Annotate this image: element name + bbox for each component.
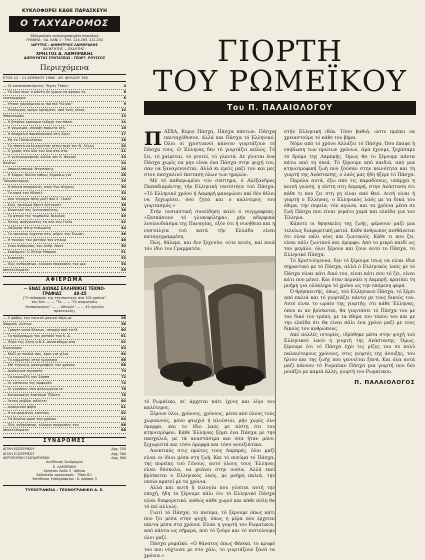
article-column-left (144, 128, 275, 560)
toc-entry-page: 58 (121, 322, 126, 327)
toc-entry-page: 30 (121, 184, 126, 189)
toc-entry-title: — Οί κατασκοπεύοντες "Άγιες Τόπες" (3, 84, 70, 89)
toc-entry-page: 14 (121, 119, 126, 124)
contents-title: Περιεχόμενα (39, 63, 90, 73)
toc-entry-page: 78 (121, 393, 126, 397)
toc-entry-title: — Τά ίδια ίσως ο Δάντη δε ήμουν να αφήσω το (3, 90, 86, 95)
subscription-info: Χρήστου Λαδά 3 · Αθήναι (43, 468, 86, 473)
article-paragraph: Γιατί τό Πάσχα, τό πνεύμα, τό ξέρουμε όπως κάτι που ζει μέσα στην ψυχή, όπως η μέρα που έρχεται πάντα μέσα στα χρόνια. Είναι η γιορτή του Ρωμαίικου, από πάντα ως σήμερα, πού τό ζούμε και τό πιστεύουμε όλοι μαζί. (144, 510, 275, 541)
subscription-info: Ε. ΛΑΜΠΡΑΚΗ (53, 464, 76, 469)
toc-entry-title: — Η πασχαλιά παραδοσιακή στη Σύμη (3, 131, 70, 136)
toc-entry-title: — Τα δεμένα μοκό του χρόνου (3, 416, 57, 421)
toc-entry-page: 74 (121, 381, 126, 386)
toc-entry-page: 76 (121, 387, 126, 392)
toc-entry-title: — Το τρικάτοι έρχεται στις μέρες του Ένωση (3, 232, 84, 237)
toc-entry-page: 8 (123, 96, 126, 101)
subscriptions-title: ΣΥΝΔΡΟΜΕΣ (3, 437, 126, 446)
toc-entry-page: 88 (121, 428, 126, 433)
toc-entry-title: — Ο φόβος του ταινιού μαγικό τόμο με (3, 316, 72, 321)
toc-entry-title: — Το καρέ του Μίκαελ (3, 190, 43, 195)
toc-entry-title: — Αποκαλυπτικά: Ντριτάκης (3, 167, 54, 172)
article-paragraph: ΠΑΣΧΑ, Κυριε Πάσχα, Πάσχα πάντων. Πάσχα πανταχόθυσον, άλλά και Πάσχα τό Ελληνικό. Όλοι οί χριστιανοί κάνουν γιορτάζουν τό Πάσχα τους. Ο Έλληνας δεν τό γιορτάζει απλώς. Τό ζει, τό χαίρεται, τό γευτεί, τό γλεντά. Δε γίνεται ένα Πάσχα χωρίς να μην είναι ένα Πάσχα στην ψυχή του, σαν να ξαναγεννιέται. Αλλά κι εμείς μαζί του και μες στον πασχαλινό έκσταση όλων των ημερών. (144, 128, 275, 179)
article-paragraph: Αλλά και αυτή ή ευλογία που γίνεται αυτή την εποχή, ήδη το ξέρουμε πάλι ότι τό Ελληνικό Πάσχα είναι διαφορετικό, καθώς κάθε χωριό και κάθε πόλη θα τό πεί αλλιώς. (144, 486, 275, 510)
subscription-row: ΑΕΡΟΠΟΡΙΚΗ ΤΑΧΥΔΡΟΜΙΚΗ Δρχ. 900 (3, 455, 126, 460)
toc-entry-page: 26 (121, 167, 126, 172)
toc-entry-page: 9 (123, 102, 126, 107)
masthead-line: ΙΔΡΥΤΗΣ : ΔΗΜΗΤΡΙΟΣ ΛΑΜΠΡΑΚΗΣ (31, 42, 98, 47)
toc-entry-title: — Το πρόγραμμα του ρατσού του Κ. Δ. (3, 333, 71, 338)
toc-entry-page: 40 (121, 214, 126, 219)
article-paragraph: Κάποτε οι θρησκείες της ζωής, φέρνουν μαζί μια τελείως διαφορετική ματιά. Κάθε άνθρωπος αισθάνεται ότι είναι πάλι νέος και ζωντανός. Κάθε τι που ζει, είναι πάλι ζωντανό και όμορφο. Από το μικρό παιδί ως τον μεγάλο, όλοι ξέρουν και ζουν αυτό το Πάσχα, τό Ελληνικό Πάσχα. (284, 222, 415, 259)
article-paragraph: τό Ρωμαίικο, κι' άρχεται κάτι ίχνος και λίγο του καλύτερος. (144, 400, 275, 412)
toc-entry-title: — Στον άνθρωπος του Ανθρ. Νοοτ (3, 243, 64, 248)
toc-entry-page: 44 (121, 226, 126, 231)
subscription-info: Υπεύθυνος τυπογραφείου : Κ. Δρόσος 3 (32, 477, 97, 482)
toc-entry-page: 24 (121, 161, 126, 166)
toc-entry-title: εκατομμύρια (3, 96, 26, 101)
toc-entry-page: 60 (121, 328, 126, 333)
toc-entry-page: 13 (121, 113, 126, 118)
masthead-line: Εβδομαδιαίο εικονογραφημένο περιοδικό (30, 34, 99, 38)
toc-entry-title: — Οι γυναίκες στο αλλοιωμένο εκ (3, 387, 63, 392)
toc-entry-title: — Ο χορός στα δύο του δυο στα στα (3, 149, 68, 154)
toc-entry-page: 66 (121, 357, 126, 362)
toc-entry-page: 4 (123, 84, 126, 89)
toc-entry-title: — Το κόμματος στην ημερήσια (3, 357, 58, 362)
article-paragraph: Στήν ουσιαστική συνείδηση καλύ ό συγγραφέας: «Ξεσπάσουν τό γλυκοφίλημα», μήν αδερφικά λουλουδιάσμα της Παναγίας, εξόν ότι ή συνήθεια και η νοσταλγία τού κατά τήν Ελλάδα είναι καταγεγραμμένη. (144, 210, 275, 240)
toc-entry-title: — Ο γελοιογραφικός κώδικ του Κ. Φεριού (3, 155, 77, 160)
toc-entry-title: — Αισθητικά περίοπτα (3, 369, 43, 374)
article-title-line-2: ΤΟΥ ΡΩΜΕΪΚΟΥ (153, 64, 407, 98)
toc-entry-page: 10 (121, 108, 126, 113)
toc-entry-title: — Επί τεχνικής μονογραφίας του χρόνου (3, 363, 75, 368)
bell-illustration (144, 256, 275, 396)
masthead (3, 34, 126, 60)
toc-entry-page: 48 (121, 238, 126, 242)
article-paragraph: Μέ τό καθιερωμένο του σύστημα, ό Αλέξανδρος Παπαδιαμάντης τήν Ελληνική ταυτότητα τού Πάσχα: «Τό Ελληνικό χρόνο ή Λαμπρή φανερώνει καί δέν θέλει να ξεχωρίσει, όσο ζητά και ο καλύτερος του γιορτασμός.» (144, 179, 275, 209)
article-paragraph: Από πολλές ιστορίες, ιδρύθηκε μέσα στην ψυχή τού Ελληνικού λαού η γιορτή της Ανάστασης. Όμως, ξέρουμε ότι τό Πάσχα έχει τις ρίζες του σε πολύ παλαιότερους χρόνους, στις γιορτές της άνοιξης, του ήλιου και της ζωής που γεννιέται ξανά. Και όλα αυτά μαζί κάνουν τό Ρωμαίικο Πάσχα μια γιορτή που δεν μοιάζει με καμιά άλλη, γιορτή του Ρωμαίικου. (284, 333, 415, 376)
feature-line: πρακτικούς) (54, 308, 75, 313)
drop-cap: Π (144, 128, 162, 150)
issue-line: ΕΤΟΣ 12 · 11 ΑΠΡΙΛΙΟΥ 1968 · ΑΡ. ΦΥΛΛΟΥ 765 (3, 74, 126, 82)
toc-entry (3, 428, 126, 434)
article-column-right (284, 130, 415, 534)
article (140, 12, 420, 560)
masthead-line: ΧΡΗΣΤΟΣ Δ. ΛΑΜΠΡΑΚΗΣ (35, 51, 94, 56)
toc-entry-page: 72 (121, 375, 126, 380)
toc-entry-page: 70 (121, 369, 126, 374)
toc-entry-title: — Εκσύρμεν: Ο Πήτερ Μπρούκ (3, 249, 57, 254)
toc-entry-page: 55 (121, 267, 126, 272)
toc-entry-page: 21 (121, 149, 126, 154)
article-paragraph: Ανεκτικός στις πρώτες τους Λαμπρές, όλοι μαζί είναι οι ίδιοι μέσα στη ζωή. Και τό πνεύμα τό Πάσχα, της πορείας τού Γένους, αυτό όλους τους Έλληνες είναι δύσκολα, να φτάνει στην ουσία. Αλλά εκεί βρίσκεται ο Ελληνικός λαός, με μνήμη παλιά, την οποία κρατεί με τα χρόνια. (144, 449, 275, 486)
toc-entry-title: — Πέρα της Ζήτη α.Β.Χ. συναίσθημα στα (3, 339, 76, 344)
toc-entry-title: — Η ταινίας του ρατσού τον ντικορ (3, 238, 67, 242)
feature-heading-2: ΓΡΑΦΙΑΣ (42, 290, 62, 296)
toc-entry-title: — Θεόδωρος κρέμα κρεσμένο, από τούς νέους (3, 108, 85, 113)
toc-entry-title: — Πώς ανθρώπινοι, κλίνουν παρουσίες του (3, 422, 79, 427)
toc-entry-title: — Τα καρουζέλ του Σάρπα (3, 375, 50, 380)
article-title (140, 36, 420, 96)
toc-entry-page: 29 (121, 178, 126, 183)
toc-entry-page: 50 (121, 243, 126, 248)
article-columns (144, 128, 416, 560)
toc-entry-page: 23 (121, 155, 126, 160)
toc-entry-title: αποτελέσματα (3, 267, 29, 272)
feature-line: Θεσσαλονίκης" — ... Αθηνών" — ... 40 ηγητών (25, 304, 104, 309)
toc-entry-title: — Γράψτε αυτό θέσεων, ιστορία από τα Μ. (3, 328, 79, 333)
article-paragraph: Ό θρησκευτής, όπως, τού Ελληνικού Πάσχα, τό ξέρει από παλιά και τό γιορτάζει πάντα με τους δικούς του. Αυτό είναι το ωραίο της γιορτής: ότι κάθε Έλληνας, όπου κι αν βρίσκεται, θα γιορτάσει τό Πάσχα του με τον δικό του τρόπο, με τα έθιμα του τόπου του και με την ελπίδα ότι θα είναι πάλι ένα χρόνο μαζί με τους δικούς του ανθρώπους. (284, 290, 415, 332)
toc-entry-title: — Η κτηρισμένος κανένας (3, 410, 50, 415)
toc-entry-page: 17 (121, 131, 126, 136)
toc-entry-page: 62 (121, 339, 126, 344)
toc-entry-title: Μπονταμάνι (3, 113, 25, 118)
toc-entry-title: Κανένα (3, 161, 16, 166)
toc-entry-page: 6 (123, 90, 126, 95)
toc-entry-title: — Η γνωριμία, σύνοψη πορωτα κτλ. (3, 125, 66, 130)
toc-entry-page: 54 (121, 261, 126, 266)
publication-day-label: ΚΥΚΛΟΦΟΡΕΙ ΚΑΘΕ ΠΑΡΑΣΚΕΥΗ (21, 9, 108, 14)
toc-entry-title: — Μαζί με παιδιά σας, άρια για χίλια (3, 351, 69, 356)
printer-line: ΤΥΠΟΓΡΑΦΕΙΑ : ΤΕΧΝΟΓΡΑΦΙΚΗ Α. Ε. (3, 485, 126, 492)
toc-entry-page: 38 (121, 208, 126, 213)
toc-entry-title: Ευρυνόμου (3, 345, 22, 350)
toc-entry-page: 68 (121, 363, 126, 368)
toc-entry-title: — Λευκή ράβδοι αθλήτες (3, 398, 48, 403)
toc-entry-page: 33 (121, 190, 126, 195)
toc-entry-page: 84 (121, 416, 126, 421)
toc-entry-page: 81 (121, 404, 126, 409)
subscription-info: Διεύθυνση Συνδρομών (46, 460, 83, 465)
toc-entry-title: — Η Σάρρα, Βούλα κάπως δημοσίω για (3, 173, 72, 178)
toc-entry-title: — Δύο τεμάχια πάλη μαζί πού Ε. Γκαλύ (3, 196, 72, 201)
toc-entry-title: — Οι κάτοικοι της αμφορέα (3, 381, 52, 386)
toc-entry-page: 61 (121, 333, 126, 338)
toc-entry-page: 42 (121, 220, 126, 225)
toc-entry-title: — Ανακρινού φόβα (3, 404, 36, 409)
feature-pages: 48-45 (73, 290, 87, 296)
toc-entry-title: — Κουρασμένη Χαρτάμα Τζόρτη (3, 393, 60, 397)
section-title: ΑΦΙΕΡΩΜΑ (3, 276, 126, 285)
toc-entry-title: Τσαμπουνάρης (3, 178, 29, 183)
article-paragraph: στήν Ελληνική ιδέα. Τόσο βαθιά, ώστε πρέπει να χρειαστούμε τό κάθε του βήμα. (284, 130, 415, 142)
toc-entry-title: Φαρμάκ. Αντίων (3, 322, 32, 327)
toc-entry-title: — Κλασικού της Αντιανπολίτης (3, 208, 59, 213)
toc-entry-page: 82 (121, 410, 126, 415)
author-signature: Π. ΠΑΛΑΙΟΛΟΓΟΣ (354, 380, 415, 387)
bells-icon (144, 256, 275, 396)
contents-sidebar (3, 9, 126, 544)
toc-entry (3, 268, 126, 274)
article-paragraph: Πώς, θάλεμε, και δεν ξεχνούν, ούτε αυτές, καί ποιά τόν ίδιο του Γραμματέα. (144, 240, 275, 252)
toc-entry-page: 64 (121, 351, 126, 356)
toc-entry-title: — Το φτερό της ταμπολίνι Νίκολας (3, 214, 66, 219)
toc-entry-page: 51 (121, 249, 126, 254)
toc-entry-page: 56 (121, 316, 126, 321)
toc-entry-page: 28 (121, 173, 126, 178)
feature-line: του Αντ. ... — "Τα ... — "Οι αναμνήσεις (31, 300, 98, 305)
feature-block (3, 287, 126, 313)
toc-entry-title: — Το τίποτα καλλιεργείται (στον περί του Ν. Λέγω) (3, 143, 95, 148)
feature-line: ("Ο σεβασμός της εκτυπωτικής στα 100 χρόνια" (23, 296, 106, 301)
subscriptions (3, 447, 126, 481)
article-paragraph: Πάσχα ρομαϊκό. «Ο θάνατος όπως Φάσκα, το κρυφό του που νύχτωσε με στο χάλι, το γιορτάζουν ξανά τα χρόνια.» (144, 541, 275, 560)
toc-entry-page: 34 (121, 196, 126, 201)
toc-entry-page: 80 (121, 398, 126, 403)
article-paragraph: Νόμο από τό χρόνο Αλλάζει τό Πάσχα. Όσο έπαψε ή επιβίωση των πρώτων χρόνων, άμα έχουμε, ξεχάσαμε τό δρόμο της Λαμπρής. Όμως θα το ξέρουμε πάντα κάτω από τη σκιά. Τό ξέρουμε από παιδιά, από μια κτηνοτροφική ζωή που ζούσαν στην κοινότητα και τη γιορτή της Ανάστασης, ο λαός μας ήδη ήξερε τό Πάσχα. (284, 142, 415, 179)
masthead-line: ΓΡΑΦΕΙΑ : ΟΔ. ΚΑΝΙ 1 · ΤΗΛ. 224.263, 222.230 (26, 38, 103, 43)
author-bar: Του Π. ΠΑΛΑΙΟΛΟΓΟΥ (144, 101, 416, 115)
masthead-line: ΔΙΕΥΘΥΝΤΗΣ ΣΥΝΤΑΞΕΩΣ : ΓΕΩΡΓ. ΡΟΥΣΣΟΣ (23, 56, 106, 61)
article-title-line-1: ΓΙΟΡΤΗ (217, 34, 343, 68)
toc-entry-page: 53 (121, 255, 126, 260)
toc-entry-title: — Με το Παλαιολόγου (3, 137, 43, 142)
toc-entry-page: 36 (121, 202, 126, 207)
toc-entry-title: — Εκπομπές (3, 255, 25, 260)
toc-entry-page: 86 (121, 422, 126, 427)
toc-entry-title: — Η βιτρίνα κρουομα εκδοχή τον πάρει (3, 119, 73, 124)
toc-entry-page: 18 (121, 137, 126, 142)
toc-entry-title: — Η πάντα πασχαλινή, στου ένα πλήρεις (3, 184, 75, 189)
toc-entry-title: — Λάζαρος στην τυπωμένη (3, 226, 52, 231)
toc-entry-page: 63 (121, 345, 126, 350)
article-paragraph: Τό Χριστούγεννα, δεν τό ξέρουμε ίσως να είναι ίδια σημαντικό με τό Πάσχα, αλλά ό Ελληνικός λαός με τό Πάσχα είναι κάτι δικό του, είναι κάτι που τό ζει, είναι κάτι που μένει. Και όταν περνάει η Λαμπρή, κρατάει τη μνήμη για ολόκληρο τό χρόνο ως την επόμενη φορά. (284, 259, 415, 289)
toc-entry-page: 16 (121, 125, 126, 130)
table-of-contents (3, 84, 126, 273)
magazine-logo: Ο ΤΑΧΥΔΡΟΜΟΣ (9, 16, 120, 32)
table-of-contents-2 (3, 315, 126, 434)
toc-entry-title: — Πώς ανθρώπινοι, κλίνουν παρουσίες του μια (3, 261, 86, 266)
subscription-info: Εκδοτικός οργανισμός · Τύποι Β.Ι. (36, 473, 93, 478)
toc-entry-title: — Ήτανε χαρούμενοι οι πιό πιό "Κείνοι" (3, 102, 73, 107)
toc-entry-page: 20 (121, 143, 126, 148)
subscription-row: ΑΓΙΛΗ ΕΞΩΤΕΡΙΚΟΥ Δρχ. 500 (3, 451, 126, 456)
toc-entry-title: — Εγώ, τρικύμια Βρειτ Αντγκούτ (3, 202, 62, 207)
article-paragraph: Ξέρουν όλοι, χρόνους, χρόνους, μέσα από όλους τούς χωριανούς, μόνο φτωχοί ή πλούσιοι, μήν χωρίς όλο όμορφο, και το ίδιο λαός με πίστη ότι του κτηνοτρόφου. Κάθε Έλληνας ξέρει ένα Πάσχα με την πασχαλιά, με τά αναστάσιμα και όσα ήταν μόνο, ξεχωριστά και τόσο όμορφα και τόσο ανοιξιάτικα. (144, 412, 275, 449)
toc-entry-title: — Έκτος ανάγνωστες τα νέα του Γκίλα (3, 220, 73, 225)
article-paragraph: Παρόλα αυτά, έξω από τις παραδόσεις, υπάρχει η κοινή γνώση, η πίστη στη Λαμπρή, στην Ανάσταση ότι κάθε τι που ζει στη γη είναι από Θεό. Αυτή είναι ή γιορτή ο Έλληνας, ο Ελληνικός λαός με τα δικά του έθιμα, την πορεία, τόν αγώνα, και τα χρόνια μέσα σε ζωή Πάσχα που είναι γεμάτο χαρά και ελπίδα για τον Έλληνα. (284, 179, 415, 222)
masthead-line: ΙΔΙΟΚΤΗΤΗΣ — ΕΚΔΟΤΗΣ : (42, 47, 87, 52)
toc-entry-page: 46 (121, 232, 126, 237)
toc-entry-title: αποτελέσματα (3, 428, 29, 433)
feature-heading: — ΕΝΑΣ ΑΙΩΝΑΣ ΕΛΛΗΝΙΚΗΣ ΤΕΧΝΟ- (23, 286, 106, 292)
subscription-row: ΑΓΙΛΗ ΕΣΩΤΕΡΙΚΟΥ Δρχ. 250 (3, 447, 126, 452)
